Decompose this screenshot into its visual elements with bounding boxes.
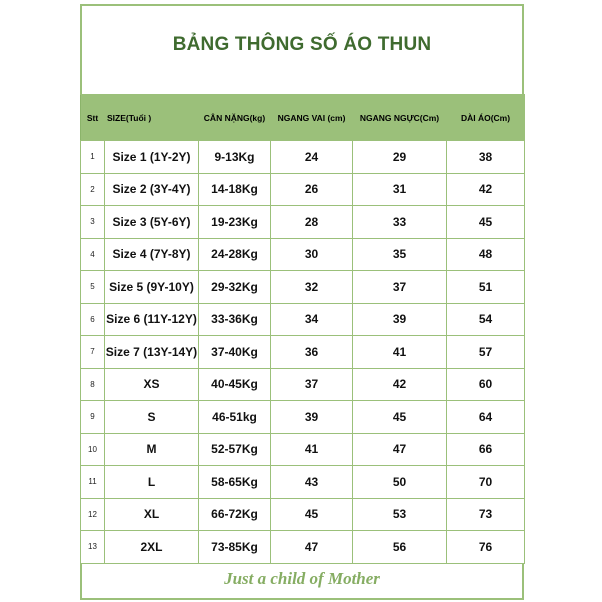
cell-length: 64 bbox=[447, 401, 525, 434]
cell-weight: 73-85Kg bbox=[199, 531, 271, 564]
table-row bbox=[81, 433, 525, 466]
cell-weight: 19-23Kg bbox=[199, 206, 271, 239]
cell-size: L bbox=[105, 466, 199, 499]
cell-stt: 6 bbox=[81, 303, 105, 336]
cell-length: 54 bbox=[447, 303, 525, 336]
cell-weight: 24-28Kg bbox=[199, 238, 271, 271]
cell-length: 73 bbox=[447, 498, 525, 531]
cell-length: 70 bbox=[447, 466, 525, 499]
cell-length: 60 bbox=[447, 368, 525, 401]
table-row bbox=[81, 303, 525, 336]
cell-length: 66 bbox=[447, 433, 525, 466]
header-shoulder: NGANG VAI (cm) bbox=[271, 95, 353, 141]
cell-shoulder: 39 bbox=[271, 401, 353, 434]
cell-shoulder: 34 bbox=[271, 303, 353, 336]
cell-shoulder: 32 bbox=[271, 271, 353, 304]
cell-chest: 41 bbox=[353, 336, 447, 369]
cell-weight: 46-51kg bbox=[199, 401, 271, 434]
header-size: SIZE(Tuổi ) bbox=[105, 95, 199, 141]
footer-signature: Just a child of Mother bbox=[224, 569, 380, 588]
cell-stt: 10 bbox=[81, 433, 105, 466]
cell-weight: 52-57Kg bbox=[199, 433, 271, 466]
cell-stt: 9 bbox=[81, 401, 105, 434]
table-row bbox=[81, 498, 525, 531]
header-chest: NGANG NGỰC(Cm) bbox=[353, 95, 447, 141]
cell-chest: 56 bbox=[353, 531, 447, 564]
cell-weight: 33-36Kg bbox=[199, 303, 271, 336]
table-row bbox=[81, 466, 525, 499]
cell-size: Size 4 (7Y-8Y) bbox=[105, 238, 199, 271]
table-row bbox=[81, 531, 525, 564]
cell-shoulder: 26 bbox=[271, 173, 353, 206]
cell-chest: 39 bbox=[353, 303, 447, 336]
table-row bbox=[81, 141, 525, 174]
table-row bbox=[81, 206, 525, 239]
cell-stt: 1 bbox=[81, 141, 105, 174]
cell-stt: 11 bbox=[81, 466, 105, 499]
cell-length: 51 bbox=[447, 271, 525, 304]
table-row bbox=[81, 238, 525, 271]
table-header-row bbox=[81, 95, 525, 141]
cell-shoulder: 43 bbox=[271, 466, 353, 499]
cell-shoulder: 28 bbox=[271, 206, 353, 239]
cell-size: Size 6 (11Y-12Y) bbox=[105, 303, 199, 336]
cell-size: Size 7 (13Y-14Y) bbox=[105, 336, 199, 369]
cell-stt: 4 bbox=[81, 238, 105, 271]
table-row bbox=[81, 368, 525, 401]
cell-chest: 37 bbox=[353, 271, 447, 304]
cell-size: Size 2 (3Y-4Y) bbox=[105, 173, 199, 206]
cell-shoulder: 30 bbox=[271, 238, 353, 271]
cell-weight: 37-40Kg bbox=[199, 336, 271, 369]
cell-length: 57 bbox=[447, 336, 525, 369]
header-weight: CÂN NẶNG(kg) bbox=[199, 95, 271, 141]
cell-length: 45 bbox=[447, 206, 525, 239]
cell-chest: 47 bbox=[353, 433, 447, 466]
cell-stt: 3 bbox=[81, 206, 105, 239]
cell-size: M bbox=[105, 433, 199, 466]
cell-size: Size 1 (1Y-2Y) bbox=[105, 141, 199, 174]
cell-size: S bbox=[105, 401, 199, 434]
cell-stt: 5 bbox=[81, 271, 105, 304]
cell-weight: 40-45Kg bbox=[199, 368, 271, 401]
cell-weight: 58-65Kg bbox=[199, 466, 271, 499]
cell-length: 38 bbox=[447, 141, 525, 174]
cell-chest: 50 bbox=[353, 466, 447, 499]
table-row bbox=[81, 271, 525, 304]
cell-stt: 7 bbox=[81, 336, 105, 369]
table-body bbox=[81, 141, 525, 564]
cell-weight: 14-18Kg bbox=[199, 173, 271, 206]
cell-chest: 33 bbox=[353, 206, 447, 239]
cell-length: 76 bbox=[447, 531, 525, 564]
cell-weight: 9-13Kg bbox=[199, 141, 271, 174]
size-chart-table bbox=[80, 94, 525, 564]
cell-shoulder: 24 bbox=[271, 141, 353, 174]
table-row bbox=[81, 173, 525, 206]
cell-chest: 31 bbox=[353, 173, 447, 206]
cell-size: Size 3 (5Y-6Y) bbox=[105, 206, 199, 239]
cell-stt: 12 bbox=[81, 498, 105, 531]
cell-chest: 42 bbox=[353, 368, 447, 401]
header-length: DÀI ÁO(Cm) bbox=[447, 95, 525, 141]
cell-stt: 8 bbox=[81, 368, 105, 401]
cell-shoulder: 37 bbox=[271, 368, 353, 401]
cell-length: 48 bbox=[447, 238, 525, 271]
cell-length: 42 bbox=[447, 173, 525, 206]
cell-shoulder: 45 bbox=[271, 498, 353, 531]
cell-shoulder: 41 bbox=[271, 433, 353, 466]
cell-weight: 29-32Kg bbox=[199, 271, 271, 304]
header-stt: Stt bbox=[81, 95, 105, 141]
cell-size: 2XL bbox=[105, 531, 199, 564]
table-row bbox=[81, 401, 525, 434]
cell-size: Size 5 (9Y-10Y) bbox=[105, 271, 199, 304]
table-row bbox=[81, 336, 525, 369]
cell-stt: 2 bbox=[81, 173, 105, 206]
cell-shoulder: 36 bbox=[271, 336, 353, 369]
cell-size: XL bbox=[105, 498, 199, 531]
page-title: BẢNG THÔNG SỐ ÁO THUN bbox=[172, 34, 432, 55]
cell-chest: 45 bbox=[353, 401, 447, 434]
cell-size: XS bbox=[105, 368, 199, 401]
cell-shoulder: 47 bbox=[271, 531, 353, 564]
cell-stt: 13 bbox=[81, 531, 105, 564]
cell-chest: 53 bbox=[353, 498, 447, 531]
cell-chest: 35 bbox=[353, 238, 447, 271]
cell-weight: 66-72Kg bbox=[199, 498, 271, 531]
cell-chest: 29 bbox=[353, 141, 447, 174]
